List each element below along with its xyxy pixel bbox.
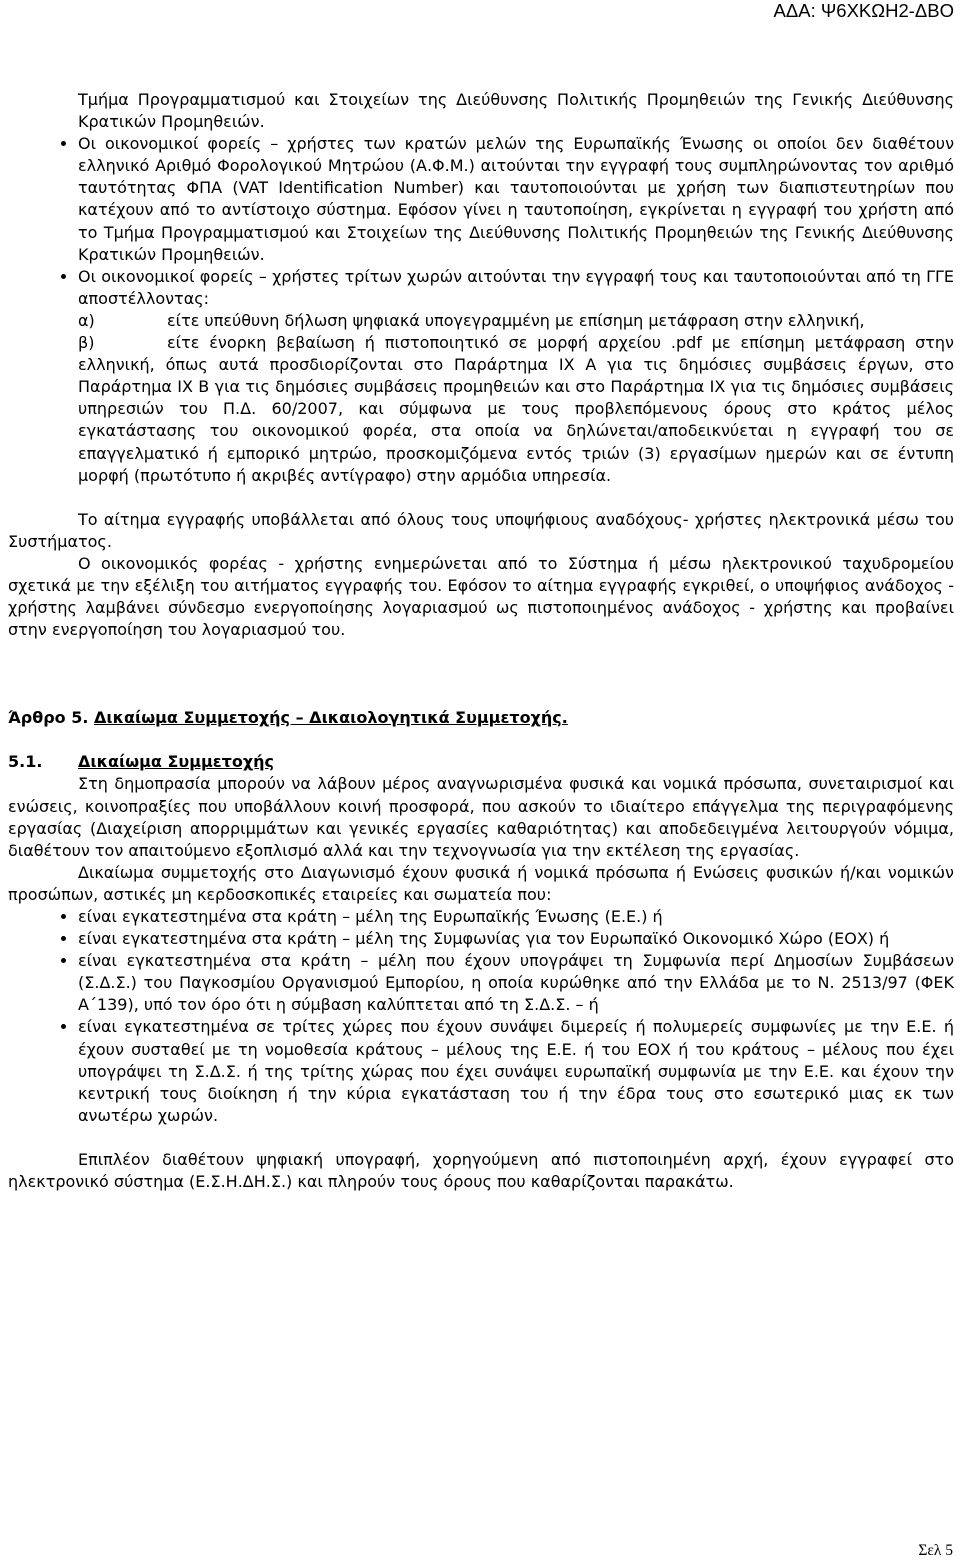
- article-title: Δικαίωμα Συμμετοχής – Δικαιολογητικά Συμμετοχής.: [94, 708, 568, 728]
- registration-bullets: [8, 133, 954, 487]
- eligibility-item: • είναι εγκατεστημένα στα κράτη – μέλη της Συμφωνίας για τον Ευρωπαϊκό Οικονομικό Χώρο (ΕΟΧ) ή: [78, 928, 954, 950]
- option-b-label: β): [78, 333, 95, 353]
- eligibility-item: • είναι εγκατεστημένα σε τρίτες χώρες που έχουν συνάψει διμερείς ή πολυμερείς συμφωνίες με την Ε.Ε. ή έχουν συσταθεί με τη νομοθεσία κράτους – μέλους της Ε.Ε. ή του ΕΟΧ ή του κράτους – μέλους που έχει υπογράψει τη Σ.Δ.Σ. ή της τρίτης χώρας που έχει συνάψει ευρωπαϊκή συμφωνία με την Ε.Ε. και έχουν την κεντρική τους διοίκηση ή την κύρια εγκατάσταση του ή την έδρα τους στο εσωτερικό μιας εκ των ανωτέρω χωρών.: [78, 1016, 954, 1126]
- bullet-eu-operators: • Οι οικονομικοί φορείς – χρήστες των κρατών μελών της Ευρωπαϊκής Ένωσης οι οποίοι δεν διαθέτουν ελληνικό Αριθμό Φορολογικού Μητρώου (Α.Φ.Μ.) αιτούνται την εγγραφή τους συμπληρώνοντας τον αριθμό ταυτότητας ΦΠΑ (VAT Identification Number) και ταυτοποιούνται με χρήση των διαπιστευτηρίων που κατέχουν από το αντίστοιχο σύστημα. Εφόσον γίνει η ταυτοποίηση, εγκρίνεται η εγγραφή του χρήστη από το Τμήμα Προγραμματισμού και Στοιχείων της Διεύθυνσης Πολιτικής Προμηθειών της Γενικής Διεύθυνσης Κρατικών Προμηθειών.: [78, 133, 954, 266]
- eligibility-list: [8, 906, 954, 1127]
- registration-paragraph-1: Το αίτημα εγγραφής υποβάλλεται από όλους τους υποψήφιους αναδόχους- χρήστες ηλεκτρονικά μέσω του Συστήματος.: [8, 509, 954, 551]
- section-title: Δικαίωμα Συμμετοχής: [78, 752, 275, 772]
- section-heading: [8, 751, 954, 773]
- intro-continuation: Τμήμα Προγραμματισμού και Στοιχείων της Διεύθυνσης Πολιτικής Προμηθειών της Γενικής Διεύθυνσης Κρατικών Προμηθειών.: [78, 90, 954, 132]
- article-prefix: Άρθρο 5.: [8, 708, 94, 728]
- eligibility-item: • είναι εγκατεστημένα στα κράτη – μέλη που έχουν υπογράψει τη Συμφωνία περί Δημοσίων Συμβάσεων (Σ.Δ.Σ.) του Παγκοσμίου Οργανισμού Εμπορίου, η οποία κυρώθηκε από την Ελλάδα με το Ν. 2513/97 (ΦΕΚ Α΄139), υπό τον όρο ότι η σύμβαση καλύπτεται από τη Σ.Δ.Σ. – ή: [78, 950, 954, 1016]
- section-number: 5.1.: [8, 752, 43, 772]
- option-a-text: είτε υπεύθυνη δήλωση ψηφιακά υπογεγραμμένη με επίσημη μετάφραση στην ελληνική,: [167, 310, 865, 330]
- eligibility-item: • είναι εγκατεστημένα στα κράτη – μέλη της Ευρωπαϊκής Ένωσης (Ε.Ε.) ή: [78, 906, 954, 928]
- ada-code: ΑΔΑ: Ψ6ΧΚΩΗ2-ΔΒΟ: [773, 0, 954, 21]
- option-a-label: α): [78, 310, 95, 330]
- third-country-text: Οι οικονομικοί φορείς – χρήστες τρίτων χωρών αιτούνται την εγγραφή τους και ταυτοποιούνται από τη ΓΓΕ αποστέλλοντας:: [78, 266, 954, 308]
- registration-paragraph-2: Ο οικονομικός φορέας - χρήστης ενημερώνεται από το Σύστημα ή μέσω ηλεκτρονικού ταχυδρομείου σχετικά με την εξέλιξη του αιτήματος εγγραφής του. Εφόσον το αίτημα εγγραφής εγκριθεί, ο υποψήφιος ανάδοχος - χρήστης λαμβάνει σύνδεσμο ενεργοποίησης λογαριασμού ως πιστοποιημένος ανάδοχος - χρήστης και προβαίνει στην ενεργοποίηση του λογαριασμού του.: [8, 553, 954, 640]
- bullet-third-country-operators: [78, 266, 954, 487]
- section-paragraph-3: Επιπλέον διαθέτουν ψηφιακή υπογραφή, χορηγούμενη από πιστοποιημένη αρχή, έχουν εγγραφεί στο ηλεκτρονικό σύστημα (Ε.Σ.Η.ΔΗ.Σ.) και πληρούν τους όρους που καθαρίζονται παρακάτω.: [8, 1149, 954, 1192]
- section-paragraph-1: Στη δημοπρασία μπορούν να λάβουν μέρος αναγνωρισμένα φυσικά και νομικά πρόσωπα, συνεταιρισμοί και ενώσεις, κοινοπραξίες που υποβάλλουν κοινή προσφορά, που ασκούν το ιδιαίτερο επάγγελμα της περιγραφόμενης εργασίας (Διαχείριση απορριμμάτων και γενικές εργασίες καθαριότητας) και αποδεδειγμένα λειτουργούν νόμιμα, διαθέτουν τον απαιτούμενο εξοπλισμό αλλά και την τεχνογνωσία για την εκτέλεση της εργασίας.: [8, 774, 954, 860]
- document-body: [8, 89, 954, 1193]
- option-b-text: είτε ένορκη βεβαίωση ή πιστοποιητικό σε μορφή αρχείου .pdf με επίσημη μετάφραση στην ελληνική, όπως αυτά προσδιορίζονται στο Παράρτημα ΙΧ Α για τις δημόσιες συμβάσεις έργων, στο Παράρτημα ΙΧ Β για τις δημόσιες συμβάσεις προμηθειών και στο Παράρτημα ΙΧ για τις δημόσιες συμβάσεις υπηρεσιών του Π.Δ. 60/2007, και σύμφωνα με τους προβλεπόμενους όρους στο κράτος μέλος εγκατάστασης του οικονομικού φορέα, στα οποία να δηλώνεται/αποδεικνύεται η εγγραφή του σε επαγγελματικό ή εμπορικό μητρώο, προσκομιζόμενα εντός τριών (3) εργασίμων ημερών και σε έντυπη μορφή (πρωτότυπο ή ακριβές αντίγραφο) στην αρμόδια υπηρεσία.: [78, 333, 954, 485]
- article-heading: [8, 707, 954, 729]
- section-paragraph-2: Δικαίωμα συμμετοχής στο Διαγωνισμό έχουν φυσικά ή νομικά πρόσωπα ή Ενώσεις φυσικών ή/και νομικών προσώπων, αστικές μη κερδοσκοπικές εταιρείες και σωματεία που:: [8, 862, 954, 904]
- page-number: Σελ 5: [918, 1542, 953, 1559]
